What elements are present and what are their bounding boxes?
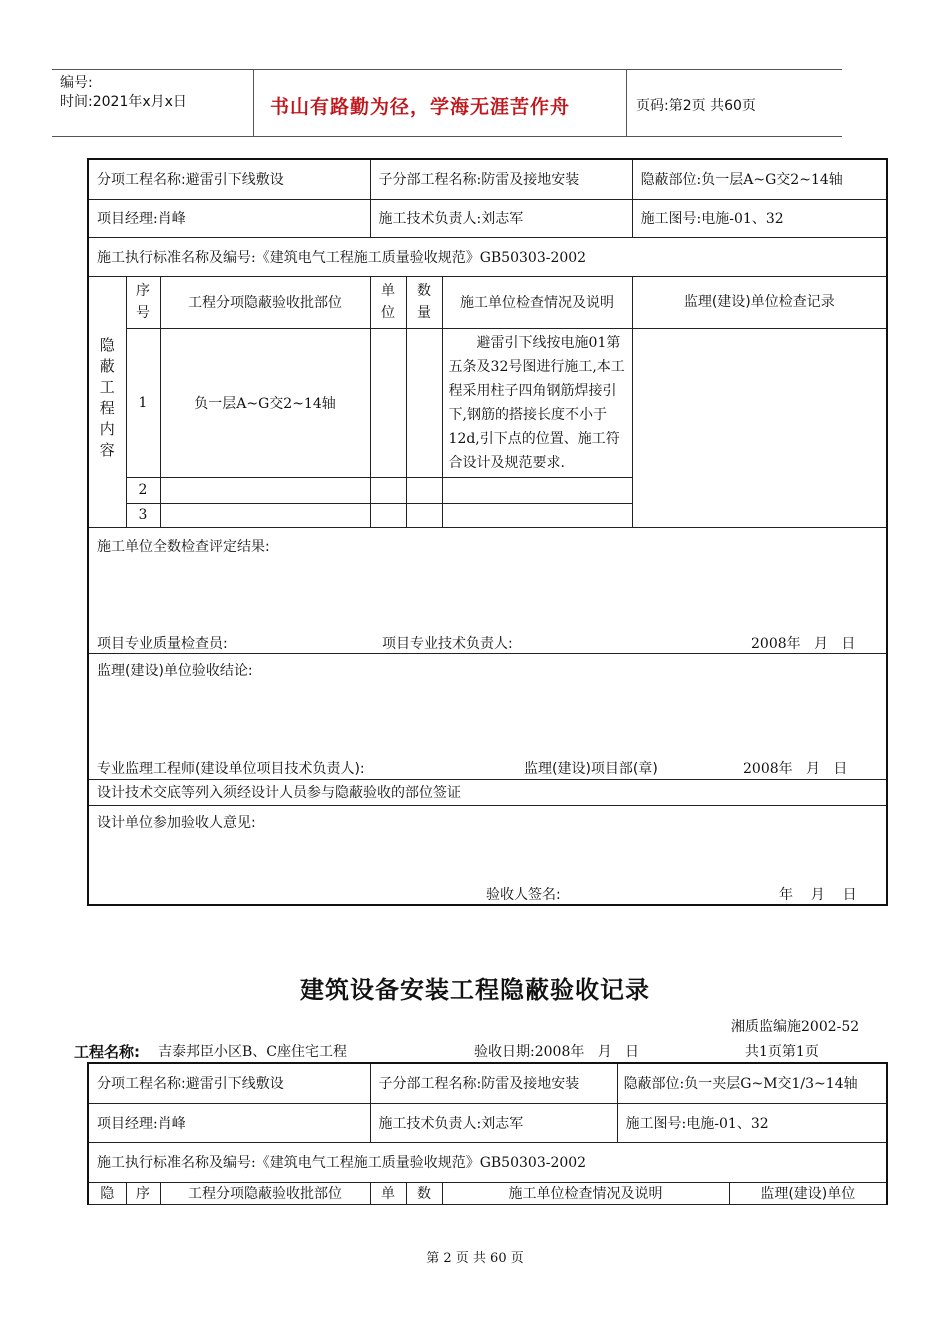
row-3-unit: [370, 503, 406, 527]
row-3-check: [442, 503, 632, 527]
form-2-page-count: 共1页第1页: [745, 1044, 819, 1060]
form-2-col-supervision: 监理(建设)单位: [729, 1182, 887, 1204]
header-bottom-rule: [52, 136, 842, 137]
form-2-col-check: 施工单位检查情况及说明: [442, 1182, 729, 1204]
row-2-location: [160, 477, 370, 503]
row-1-check: [442, 328, 632, 477]
header-page-info: 页码:第2页 共60页: [636, 98, 756, 114]
form-2-col-qty: 数: [406, 1182, 442, 1204]
form-2-accept-date: 验收日期:2008年 月 日: [474, 1044, 640, 1060]
form-2-project-name: 吉泰邦臣小区B、C座住宅工程: [158, 1044, 347, 1060]
subproject-name: 分项工程名称:避雷引下线敷设: [88, 159, 370, 199]
header-divider-right: [626, 69, 627, 136]
header-number-label: 编号:: [60, 75, 93, 91]
row-1-check-text: 避雷引下线按电施01第五条及32号图进行施工,本工程采用柱子四角钢筋焊接引下,钢筋的搭接长度不小于12d,引下点的位置、施工符合设计及规范要求.: [448, 334, 625, 471]
form-2-col-unit: 单: [370, 1182, 406, 1204]
form-2-code: 湘质监编施2002-52: [731, 1019, 860, 1035]
form-2-project-label: 工程名称:: [74, 1043, 140, 1061]
project-tech-lead-label: 项目专业技术负责人:: [382, 635, 513, 652]
form-2-standard: 施工执行标准名称及编号:《建筑电气工程施工质量验收规范》GB50303-2002: [88, 1142, 887, 1182]
row-2-seq: 2: [126, 477, 160, 503]
form-2-subproject: 分项工程名称:避雷引下线敷设: [88, 1063, 370, 1103]
design-sign-note: 设计技术交底等列入须经设计人员参与隐蔽验收的部位签证: [88, 779, 887, 805]
row-1-qty: [406, 328, 442, 477]
row-1-location: 负一层A~G交2~14轴: [160, 328, 370, 477]
acceptor-date: 年 月 日: [779, 886, 857, 903]
header-top-rule: [52, 69, 842, 70]
form-2-sub-division: 子分部工程名称:防雷及接地安装: [370, 1063, 617, 1103]
tech-lead: 施工技术负责人:刘志军: [370, 199, 632, 237]
hidden-location: 隐蔽部位:负一层A~G交2~14轴: [632, 159, 887, 199]
form-2-tech-lead: 施工技术负责人:刘志军: [370, 1103, 617, 1142]
full-check-section: [88, 527, 887, 653]
project-manager: 项目经理:肖峰: [88, 199, 370, 237]
row-2-unit: [370, 477, 406, 503]
form-2-col-seq: 序: [126, 1182, 160, 1204]
form-2-title: 建筑设备安装工程隐蔽验收记录: [300, 976, 650, 1004]
col-unit-header: 单位: [370, 276, 406, 328]
header-motto: 书山有路勤为径，学海无涯苦作舟: [270, 96, 571, 118]
row-3-qty: [406, 503, 442, 527]
supervision-engineer-label: 专业监理工程师(建设单位项目技术负责人):: [97, 760, 365, 777]
col-supervision-header: 监理(建设)单位检查记录: [632, 276, 887, 328]
execution-standard: 施工执行标准名称及编号:《建筑电气工程施工质量验收规范》GB50303-2002: [88, 237, 887, 276]
design-opinion-section: [88, 805, 887, 905]
supervision-conclusion-section: [88, 653, 887, 779]
hidden-work-acceptance-form-1: [87, 158, 888, 906]
header-divider-left: [253, 69, 254, 136]
full-check-result-label: 施工单位全数检查评定结果:: [97, 538, 270, 555]
section-label-cell: [88, 276, 126, 527]
sub-division-name: 子分部工程名称:防雷及接地安装: [370, 159, 632, 199]
form-2-col-hidden: 隐: [88, 1182, 126, 1204]
page-footer: 第 2 页 共 60 页: [426, 1251, 524, 1266]
supervision-conclusion-label: 监理(建设)单位验收结论:: [97, 662, 253, 679]
drawing-number: 施工图号:电施-01、32: [632, 199, 887, 237]
form-2-hidden-location: 隐蔽部位:负一夹层G~M交1/3~14轴: [617, 1063, 887, 1103]
form-2-drawing-number: 施工图号:电施-01、32: [617, 1103, 887, 1142]
design-opinion-label: 设计单位参加验收人意见:: [97, 814, 256, 831]
row-supervision-record: [632, 328, 887, 527]
row-2-qty: [406, 477, 442, 503]
supervision-dept-label: 监理(建设)项目部(章): [524, 760, 658, 777]
hidden-work-acceptance-form-2: [87, 1062, 888, 1205]
col-qty-header: 数量: [406, 276, 442, 328]
quality-inspector-label: 项目专业质量检查员:: [97, 635, 228, 652]
acceptor-sign-label: 验收人签名:: [486, 886, 561, 903]
supervision-date: 2008年 月 日: [743, 760, 848, 777]
col-seq-header: 序号: [126, 276, 160, 328]
row-1-unit: [370, 328, 406, 477]
form-2-project-manager: 项目经理:肖峰: [88, 1103, 370, 1142]
form-2-col-location: 工程分项隐蔽验收批部位: [160, 1182, 370, 1204]
row-3-seq: 3: [126, 503, 160, 527]
col-location-header: 工程分项隐蔽验收批部位: [160, 276, 370, 328]
row-3-location: [160, 503, 370, 527]
row-1-seq: 1: [126, 328, 160, 477]
header-time: 时间:2021年x月x日: [60, 94, 187, 110]
col-check-header: 施工单位检查情况及说明: [442, 276, 632, 328]
check-date: 2008年 月 日: [751, 635, 856, 652]
row-2-check: [442, 477, 632, 503]
section-label: 隐蔽工程内容: [97, 336, 116, 463]
